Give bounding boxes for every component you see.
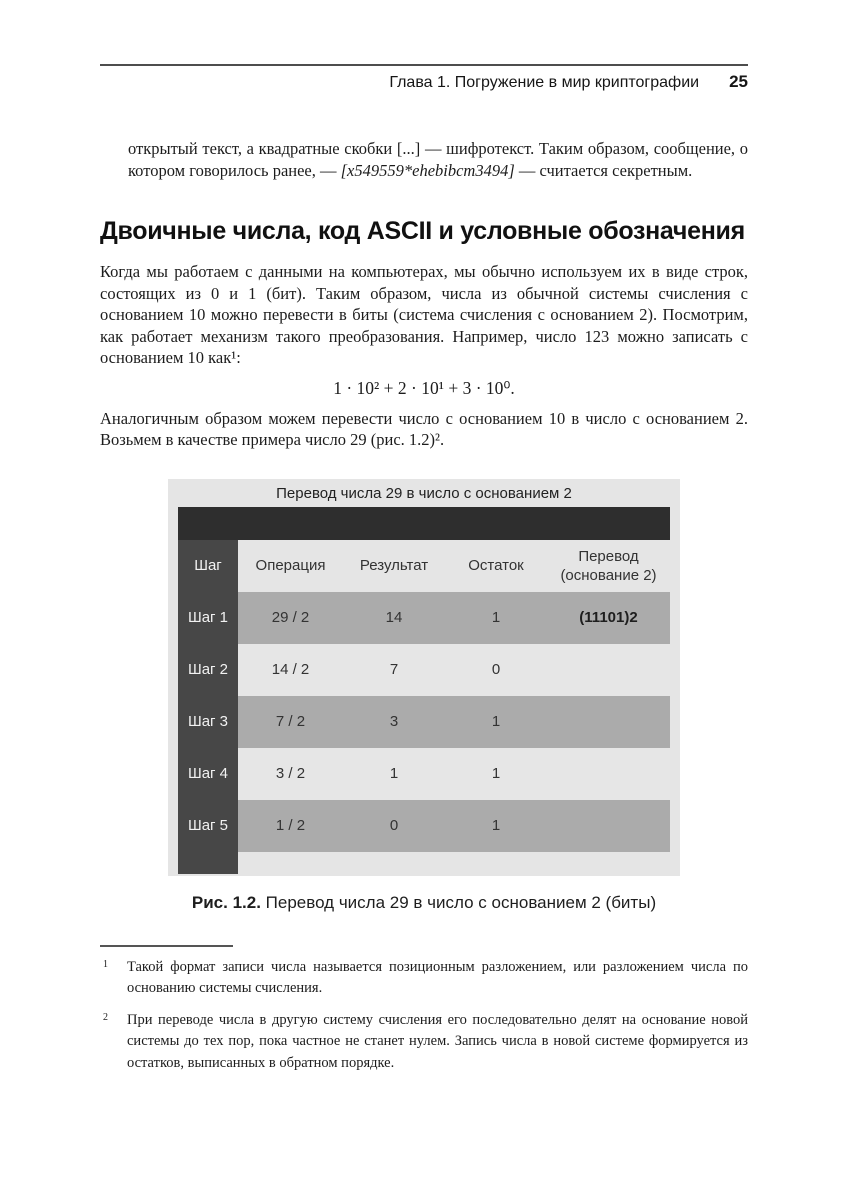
section-paragraph-1: Когда мы работаем с данными на компьютерах, мы обычно используем их в виде строк, состоящих из 0 и 1 (бит). Таким образом, числа из обычной системы счисления с основанием 10 можно перевести в биты (система счисления с основанием 2). Посмотрим, как работает механизм такого преобразования. Например, число 123 можно записать с основанием 10 как¹: [100, 262, 748, 367]
figure-1-2 [100, 479, 748, 913]
section-paragraph-2: Аналогичным образом можем перевести число с основанием 10 в число с основанием 2. Возьмем в качестве примера число 29 (рис. 1.2)². [100, 408, 748, 449]
base10-formula: 1 · 10² + 2 · 10¹ + 3 · 10⁰. [333, 377, 515, 398]
cell-remainder: 0 [445, 644, 547, 696]
footnote-2-text: При переводе числа в другую систему счисления его последовательно делят на основание новой системы до тех пор, пока частное не станет нулем. Запись числа в новой системе формируется из остатков, выписанных в обратном порядке. [127, 1011, 748, 1071]
cell-operation: 3 / 2 [238, 748, 343, 800]
figure-caption [100, 893, 748, 913]
text-column [0, 64, 849, 1074]
column-header: Операция [238, 540, 343, 592]
cell-base2 [547, 748, 670, 800]
cell-result: 1 [343, 748, 445, 800]
cell-remainder: 1 [445, 592, 547, 644]
footnote-rule [100, 945, 233, 947]
row-step-label: Шаг 5 [178, 800, 238, 852]
table-bottom-filler [238, 852, 670, 874]
column-header: Шаг [178, 540, 238, 592]
intro-text-before: открытый текст, а квадратные скобки [...] — шифротекст. Таким образом, сообщение, о котором говорилось ранее, — [128, 139, 748, 180]
cell-operation: 29 / 2 [238, 592, 343, 644]
chapter-title: Глава 1. Погружение в мир криптографии [389, 74, 700, 91]
cell-base2 [547, 800, 670, 852]
cell-base2 [547, 644, 670, 696]
footnote-1-text: Такой формат записи числа называется позиционным разложением, или разложением числа по основанию системы счисления. [127, 958, 748, 996]
cell-operation: 7 / 2 [238, 696, 343, 748]
cell-base2 [547, 696, 670, 748]
figure-caption-label: Рис. 1.2. [191, 892, 261, 912]
table-title: Перевод числа 29 в число с основанием 2 [276, 484, 572, 502]
section-heading: Двоичные числа, код ASCII и условные обозначения [100, 217, 745, 245]
row-step-label: Шаг 1 [178, 592, 238, 644]
cell-operation: 1 / 2 [238, 800, 343, 852]
footnote-2 [100, 1010, 748, 1075]
cell-remainder: 1 [445, 696, 547, 748]
footnote-1-marker: 1 [103, 958, 108, 970]
footnote-1 [100, 957, 748, 1000]
figure-caption-text: Перевод числа 29 в число с основанием 2 (биты) [265, 892, 657, 912]
footnotes-section [100, 945, 748, 1075]
cell-result: 0 [343, 800, 445, 852]
row-step-label: Шаг 2 [178, 644, 238, 696]
cell-remainder: 1 [445, 800, 547, 852]
ciphertext-sample: [x549559*ehebibcm3494] [340, 160, 515, 180]
step-column-filler [178, 852, 238, 874]
column-header: Остаток [445, 540, 547, 592]
cell-result: 7 [343, 644, 445, 696]
table-dark-band [178, 507, 670, 540]
cell-result: 3 [343, 696, 445, 748]
header-rule [100, 64, 748, 66]
conversion-table [178, 540, 670, 874]
cell-operation: 14 / 2 [238, 644, 343, 696]
cell-base2: (11101)2 [547, 592, 670, 644]
intro-paragraph [100, 138, 748, 181]
column-header: Результат [343, 540, 445, 592]
intro-text-after: — считается секретным. [514, 160, 693, 180]
page-number: 25 [729, 72, 748, 91]
cell-result: 14 [343, 592, 445, 644]
footnote-2-marker: 2 [103, 1011, 108, 1023]
column-header: Перевод (основание 2) [547, 540, 670, 592]
running-head [100, 72, 748, 92]
row-step-label: Шаг 4 [178, 748, 238, 800]
row-step-label: Шаг 3 [178, 696, 238, 748]
conversion-table-box [168, 479, 680, 876]
cell-remainder: 1 [445, 748, 547, 800]
